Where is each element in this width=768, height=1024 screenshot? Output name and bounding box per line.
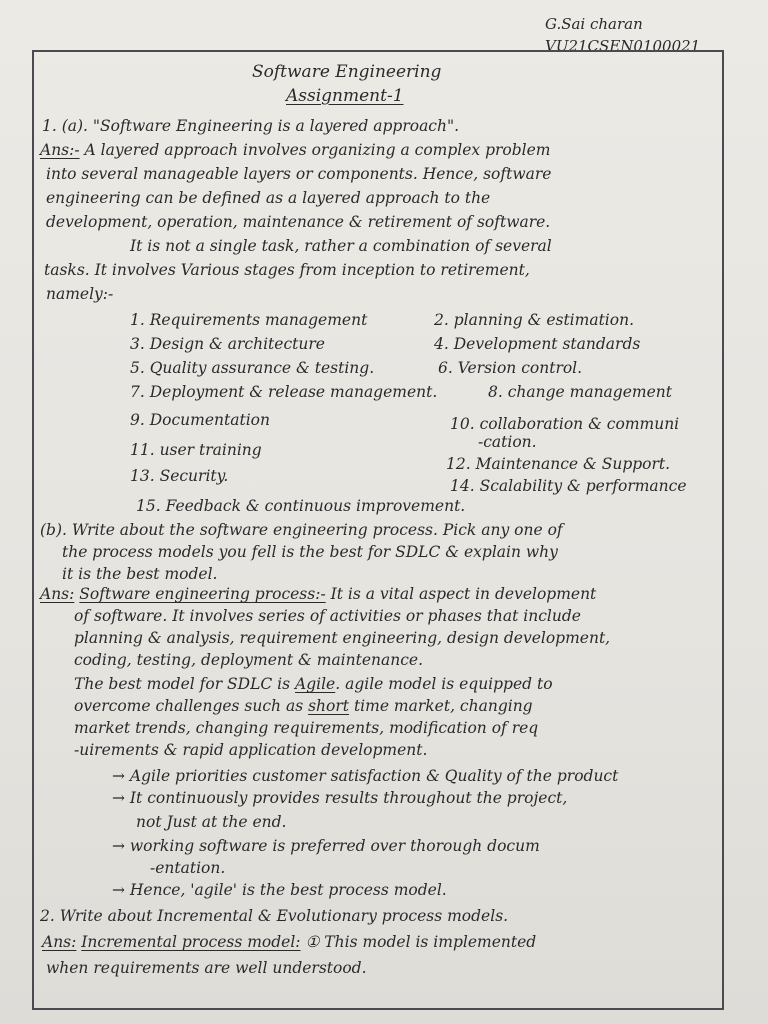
- list-item: 4. Development standards: [434, 335, 641, 353]
- question-1b-line-3: it is the best model.: [62, 565, 218, 583]
- list-item: 2. planning & estimation.: [434, 311, 634, 329]
- list-item: 5. Quality assurance & testing.: [130, 359, 375, 377]
- question-1a: 1. (a). "Software Engineering is a layered approach".: [42, 117, 460, 135]
- list-item: 9. Documentation: [130, 411, 270, 429]
- page-title: Software Engineering: [252, 62, 442, 82]
- best-model-line-2: overcome challenges such as short time market, changing: [74, 697, 533, 715]
- list-item: 3. Design & architecture: [130, 335, 325, 353]
- answer-1b-line-2: of software. It involves series of activities or phases that include: [74, 607, 581, 625]
- list-item: 8. change management: [488, 383, 672, 401]
- list-item: -cation.: [478, 433, 537, 451]
- assignment-title: Assignment-1: [286, 86, 404, 106]
- answer-1a-line-3: engineering can be defined as a layered approach to the: [46, 189, 491, 207]
- answer-label: Ans:-: [40, 141, 80, 159]
- answer-1b-line-4: coding, testing, deployment & maintenance.: [74, 651, 424, 669]
- answer-1a-line-4: development, operation, maintenance & retirement of software.: [46, 213, 551, 231]
- answer-1b-line-3: planning & analysis, requirement engineering, design development,: [74, 629, 611, 647]
- list-item: 12. Maintenance & Support.: [446, 455, 671, 473]
- list-item: 15. Feedback & continuous improvement.: [136, 497, 466, 515]
- best-model-line: The best model for SDLC is Agile. agile model is equipped to: [74, 675, 553, 693]
- best-model-line-3: market trends, changing requirements, modification of req: [74, 719, 539, 737]
- highlight-term: short: [308, 697, 350, 715]
- point-item: not Just at the end.: [136, 813, 287, 831]
- point-item: → It continuously provides results throughout the project,: [112, 789, 568, 807]
- answer-1a-line-6: tasks. It involves Various stages from inception to retirement,: [44, 261, 530, 279]
- student-name: G.Sai charan: [545, 15, 643, 33]
- answer-1a-line-1: Ans:- A layered approach involves organizing a complex problem: [40, 141, 551, 159]
- key-term: Software engineering process:-: [79, 585, 326, 603]
- highlight-term: Agile: [295, 675, 336, 693]
- list-item: 11. user training: [130, 441, 262, 459]
- list-item: 14. Scalability & performance: [450, 477, 687, 495]
- list-item: 7. Deployment & release management.: [130, 383, 438, 401]
- question-1b-line-1: (b). Write about the software engineering process. Pick any one of: [40, 521, 563, 539]
- answer-label: Ans:: [40, 585, 75, 603]
- list-item: 1. Requirements management: [130, 311, 368, 329]
- list-item: 6. Version control.: [438, 359, 583, 377]
- registration-number: VU21CSEN0100021: [545, 37, 701, 55]
- question-2: 2. Write about Incremental & Evolutionary process models.: [40, 907, 509, 925]
- point-item: → Agile priorities customer satisfaction & Quality of the product: [112, 767, 619, 785]
- answer-2-line-1: Ans: Incremental process model: ① This model is implemented: [42, 933, 537, 951]
- question-1b-line-2: the process models you fell is the best for SDLC & explain why: [62, 543, 558, 561]
- answer-label: Ans:: [42, 933, 77, 951]
- answer-1a-line-5: It is not a single task, rather a combination of several: [130, 237, 552, 255]
- answer-1a-line-2: into several manageable layers or components. Hence, software: [46, 165, 552, 183]
- point-item: → working software is preferred over thorough docum: [112, 837, 540, 855]
- answer-2-line-2: when requirements are well understood.: [46, 959, 367, 977]
- point-item: → Hence, 'agile' is the best process model.: [112, 881, 447, 899]
- list-item: 10. collaboration & communi: [450, 415, 680, 433]
- key-term: Incremental process model:: [81, 933, 301, 951]
- answer-1a-line-7: namely:-: [46, 285, 114, 303]
- answer-1b-line-1: Ans: Software engineering process:- It is a vital aspect in development: [40, 585, 597, 603]
- best-model-line-4: -uirements & rapid application development.: [74, 741, 428, 759]
- list-item: 13. Security.: [130, 467, 229, 485]
- point-item: -entation.: [150, 859, 226, 877]
